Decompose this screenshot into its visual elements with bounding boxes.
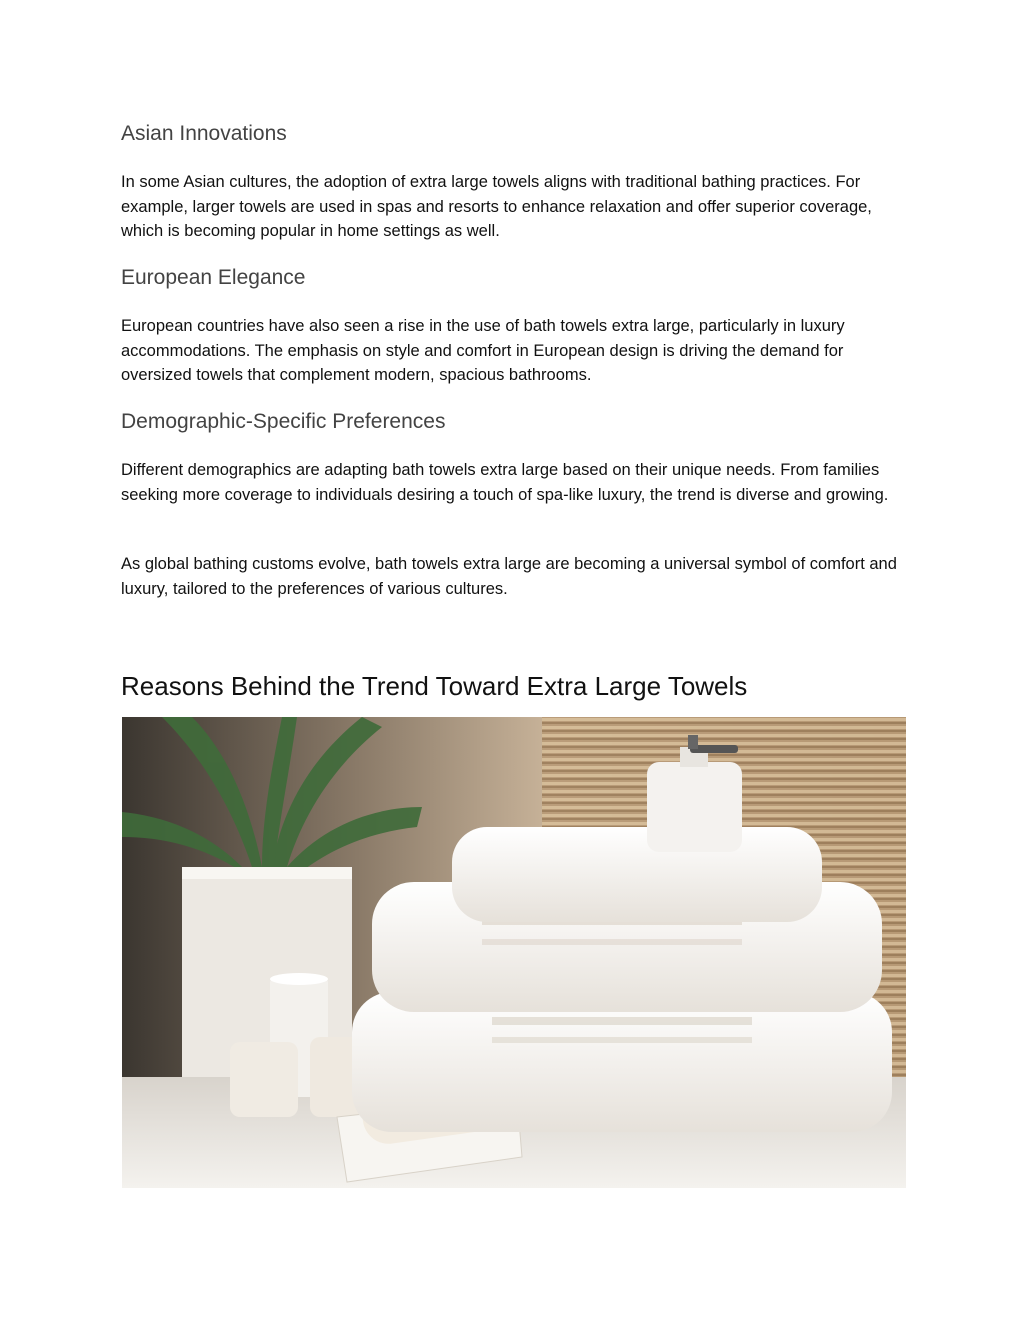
heading-reasons-trend: Reasons Behind the Trend Toward Extra Large Towels [121,671,748,701]
heading-demographic-preferences: Demographic-Specific Preferences [121,410,446,433]
paragraph-closing: As global bathing customs evolve, bath towels extra large are becoming a universal symbol of comfort and luxury, tailored to the preferences of various cultures. [121,555,897,598]
heading-asian-innovations: Asian Innovations [121,122,287,145]
paragraph-european-elegance: European countries have also seen a rise in the use of bath towels extra large, particularly in luxury accommodations. The emphasis on style and comfort in European design is driving the demand for oversized towels that complement modern, spacious bathrooms. [121,317,845,384]
paragraph-asian-innovations: In some Asian cultures, the adoption of extra large towels aligns with traditional bathing practices. For example, larger towels are used in spas and resorts to enhance relaxation and offer superior coverage, which is becoming popular in home settings as well. [121,173,872,240]
paragraph-demographic-preferences: Different demographics are adapting bath towels extra large based on their unique needs. From families seeking more coverage to individuals desiring a touch of spa-like luxury, the trend is diverse and growing. [121,461,889,504]
heading-european-elegance: European Elegance [121,266,306,289]
towels-photo [122,717,906,1188]
